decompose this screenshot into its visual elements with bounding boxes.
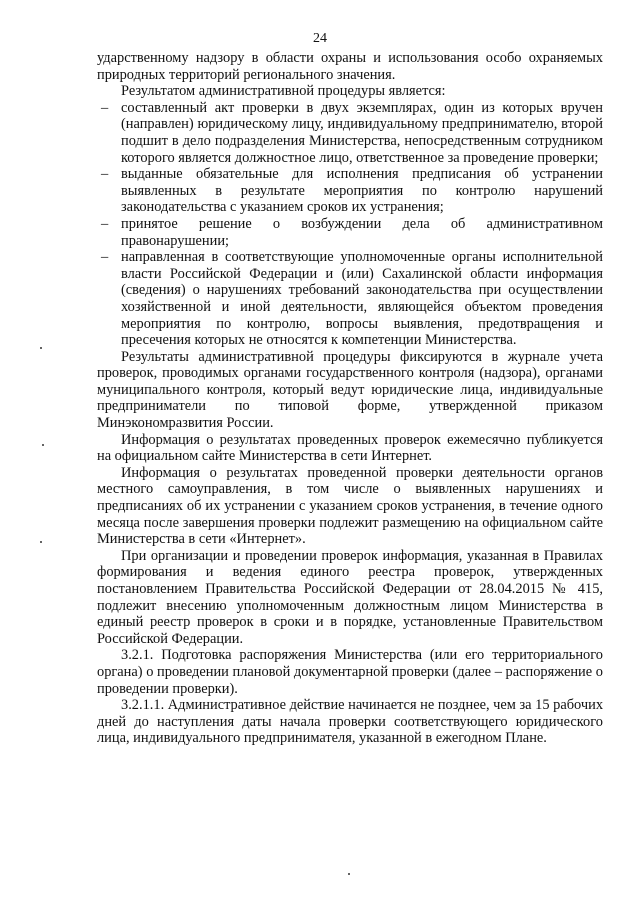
list-item bbox=[97, 249, 603, 349]
section-3-2-1-1: 3.2.1.1. Административное действие начинается не позднее, чем за 15 рабочих дней до наступления даты начала проверки соответствующего юридического лица, индивидуального предпринимателя, указанной в ежегодном Плане. bbox=[97, 697, 604, 747]
scan-speck bbox=[40, 541, 42, 543]
dash-bullet: – bbox=[101, 249, 109, 266]
paragraph-journal: Результаты административной процедуры фиксируются в журнале учета проверок, проводимых органами государственного контроля (надзора), органами муниципального контроля, который ведут юридические лица, индивидуальные предприниматели по типовой форме, утвержденной приказом Минэкономразвития России. bbox=[97, 348, 603, 432]
paragraph-registry: При организации и проведении проверок информация, указанная в Правилах формирования и ведения единого реестра проверок, утвержденных постановлением Правительства Российской Федерации от 28.04.2015 № 415, подлежит внесению уполномоченным должностным лицом Министерства в единый реестр проверок в сроки и в порядке, установленные Правительством Российской Федерации. bbox=[97, 547, 603, 647]
dash-bullet: – bbox=[101, 215, 109, 232]
list-item-text: принятое решение о возбуждении дела об административном правонарушении; bbox=[121, 215, 603, 249]
list-item bbox=[97, 100, 603, 166]
document-body bbox=[97, 50, 603, 747]
paragraph-publication: Информация о результатах проведенных проверок ежемесячно публикуется на официальном сайте Министерства в сети Интернет. bbox=[97, 431, 603, 465]
scan-speck bbox=[348, 873, 350, 875]
result-list bbox=[97, 100, 603, 349]
list-item bbox=[97, 166, 603, 216]
list-item bbox=[97, 216, 603, 249]
scan-speck bbox=[42, 444, 44, 446]
page-number: 24 bbox=[313, 31, 327, 46]
list-item-text: выданные обязательные для исполнения предписания об устранении выявленных в результате мероприятия по контролю нарушений законодательства с указанием сроков их устранения; bbox=[121, 166, 603, 216]
continuation-paragraph: ударственному надзору в области охраны и использования особо охраняемых природных территорий регионального значения. bbox=[97, 50, 603, 83]
paragraph-local-government: Информация о результатах проведенной проверки деятельности органов местного самоуправления, в том числе о выявленных нарушениях и предписаниях об их устранении с указанием сроков устранения, в течение одного месяца после завершения проверки подлежит размещению на официальном сайте Министерства в сети «Интернет». bbox=[97, 464, 603, 548]
dash-bullet: – bbox=[101, 166, 109, 183]
section-3-2-1: 3.2.1. Подготовка распоряжения Министерства (или его территориального органа) о проведении плановой документарной проверки (далее – распоряжение о проведении проверки). bbox=[97, 647, 603, 697]
list-item-text: направленная в соответствующие уполномоченные органы исполнительной власти Российской Федерации и (или) Сахалинской области информация (сведения) о нарушениях требований законодательства при осуществлении хозяйственной и иной деятельности, являющейся объектом проведения мероприятия по контролю, вопросы выявления, предотвращения и пресечения которых не относятся к компетенции Министерства. bbox=[121, 249, 603, 349]
dash-bullet: – bbox=[101, 99, 109, 116]
list-item-text: составленный акт проверки в двух экземплярах, один из которых вручен (направлен) юридическому лицу, индивидуальному предпринимателю, второй подшит в дело подразделения Министерства, непосредственным сотрудником которого является должностное лицо, ответственное за проведение проверки; bbox=[121, 99, 603, 166]
scan-speck bbox=[40, 347, 42, 349]
result-intro: Результатом административной процедуры является: bbox=[121, 83, 446, 100]
